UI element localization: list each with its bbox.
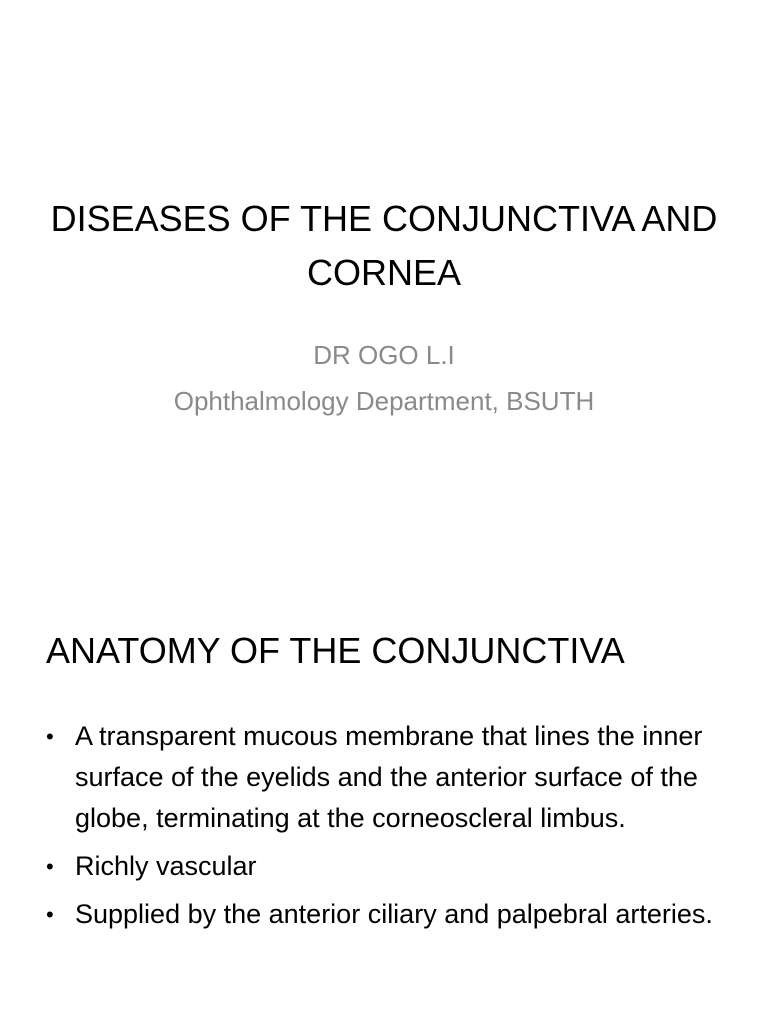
content-slide bbox=[0, 576, 768, 1024]
bullet-text: Supplied by the anterior ciliary and palpebral arteries. bbox=[75, 899, 713, 929]
bullet-text: Richly vascular bbox=[75, 851, 257, 881]
bullet-icon: • bbox=[46, 854, 54, 879]
list-item bbox=[46, 716, 726, 839]
list-item bbox=[46, 894, 726, 935]
bullet-text: A transparent mucous membrane that lines the inner surface of the eyelids and the anterior surface of the globe, terminating at the corneoscleral limbus. bbox=[75, 721, 703, 833]
bullet-icon: • bbox=[46, 724, 54, 749]
presentation-subtitle bbox=[40, 332, 728, 424]
list-item bbox=[46, 846, 726, 887]
author-affiliation: Ophthalmology Department, BSUTH bbox=[173, 386, 595, 416]
presentation-title: DISEASES OF THE CONJUNCTIVA AND CORNEA bbox=[50, 198, 718, 293]
bullet-list bbox=[46, 716, 726, 942]
author-name: DR OGO L.I bbox=[313, 340, 455, 370]
slide-title: ANATOMY OF THE CONJUNCTIVA bbox=[46, 630, 625, 671]
bullet-icon: • bbox=[46, 902, 54, 927]
